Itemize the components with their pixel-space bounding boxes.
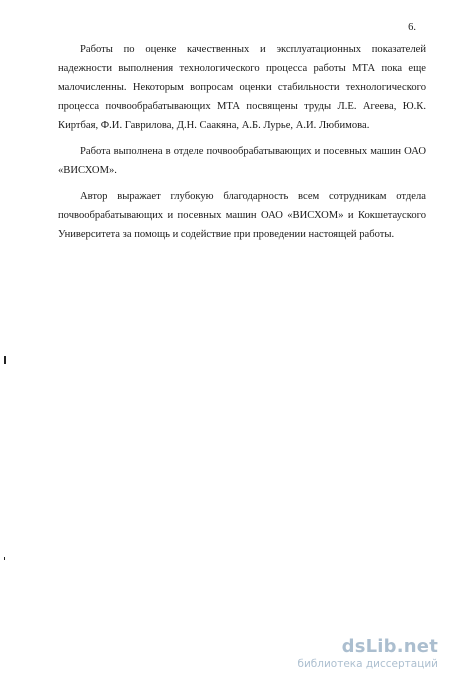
- watermark-subtitle: библиотека диссертаций: [297, 658, 438, 670]
- document-body: [58, 40, 426, 251]
- scan-margin-mark: [4, 356, 6, 364]
- scan-margin-dot: [4, 557, 5, 560]
- paragraph-work-location: Работа выполнена в отделе почвообрабатывающих и посевных машин ОАО «ВИСХОМ».: [58, 146, 426, 176]
- page-number: 6.: [408, 22, 416, 33]
- paragraph-reliability-research: Работы по оценке качественных и эксплуатационных показателей надежности выполнения технологического процесса работы МТА пока еще малочисленны. Некоторым вопросам оценки стабильности технологического процесса почвообрабатывающих МТА посвящены труды Л.Е. Агеева, Ю.К. Киртбая, Ф.И. Гаврилова, Д.Н. Саакяна, А.Б. Лурье, А.И. Любимова.: [58, 44, 426, 131]
- paragraph-acknowledgement: Автор выражает глубокую благодарность всем сотрудникам отдела почвообрабатывающих и посевных машин ОАО «ВИСХОМ» и Кокшетауского Университета за помощь и содействие при проведении настоящей работы.: [58, 191, 426, 240]
- watermark-logo: dsLib.net: [341, 636, 438, 657]
- watermark: [297, 636, 438, 670]
